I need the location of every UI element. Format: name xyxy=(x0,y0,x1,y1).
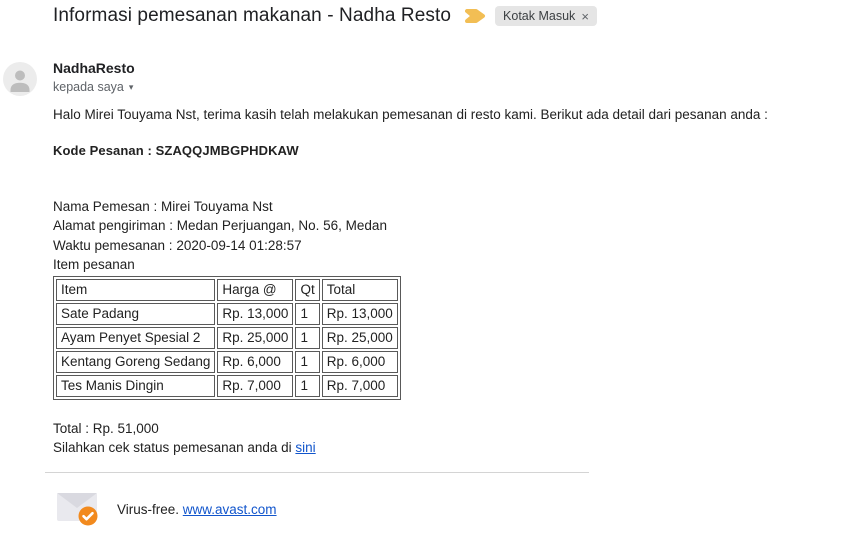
table-header-row xyxy=(56,279,398,301)
status-text: Silahkan cek status pemesanan anda di xyxy=(53,440,296,455)
status-link[interactable]: sini xyxy=(295,440,316,455)
email-subject: Informasi pemesanan makanan - Nadha Resto xyxy=(53,5,452,26)
status-line xyxy=(53,440,316,455)
order-items-table xyxy=(53,276,401,400)
greeting-text: Halo Mirei Touyama Nst, terima kasih telah melakukan pemesanan di resto kami. Berikut ada detail dari pesanan anda : xyxy=(53,107,768,122)
col-header-item: Item xyxy=(56,279,215,301)
detail-address: Alamat pengiriman : Medan Perjuangan, No. 56, Medan xyxy=(53,218,387,234)
chevron-down-icon: ▾ xyxy=(128,81,134,92)
cell-item: Kentang Goreng Sedang xyxy=(56,351,215,373)
envelope-icon[interactable] xyxy=(56,490,100,526)
cell-total: Rp. 25,000 xyxy=(322,327,398,349)
person-icon xyxy=(3,62,37,96)
col-header-total: Total xyxy=(322,279,398,301)
signature-divider xyxy=(45,472,589,473)
virus-free-text xyxy=(117,502,277,517)
cell-price: Rp. 6,000 xyxy=(217,351,293,373)
table-row xyxy=(56,351,398,373)
col-header-price: Harga @ xyxy=(217,279,293,301)
cell-price: Rp. 25,000 xyxy=(217,327,293,349)
cell-qty: 1 xyxy=(295,351,319,373)
table-row xyxy=(56,375,398,397)
close-icon[interactable]: × xyxy=(581,8,589,24)
total-line: Total : Rp. 51,000 xyxy=(53,421,159,436)
sender-name: NadhaResto xyxy=(53,60,135,76)
cell-item: Tes Manis Dingin xyxy=(56,375,215,397)
avatar[interactable] xyxy=(3,62,37,96)
order-details xyxy=(53,197,387,274)
cell-total: Rp. 7,000 xyxy=(322,375,398,397)
cell-item: Sate Padang xyxy=(56,303,215,325)
col-header-qty: Qt xyxy=(295,279,319,301)
virus-free-label: Virus-free. xyxy=(117,502,183,517)
avast-link[interactable]: www.avast.com xyxy=(182,502,277,517)
inbox-label-chip[interactable] xyxy=(495,6,597,26)
cell-price: Rp. 13,000 xyxy=(217,303,293,325)
cell-qty: 1 xyxy=(295,327,319,349)
recipient-label: kepada saya xyxy=(53,80,124,94)
inbox-label-text: Kotak Masuk xyxy=(503,9,576,23)
recipient-dropdown[interactable] xyxy=(53,80,133,94)
cell-total: Rp. 6,000 xyxy=(322,351,398,373)
cell-item: Ayam Penyet Spesial 2 xyxy=(56,327,215,349)
table-row xyxy=(56,327,398,349)
table-row xyxy=(56,303,398,325)
cell-qty: 1 xyxy=(295,303,319,325)
subject-row xyxy=(53,5,597,27)
detail-time: Waktu pemesanan : 2020-09-14 01:28:57 xyxy=(53,237,302,253)
detail-name: Nama Pemesan : Mirei Touyama Nst xyxy=(53,199,273,214)
order-code-text: Kode Pesanan : SZAQQJMBGPHDKAW xyxy=(53,143,299,158)
detail-items-label: Item pesanan xyxy=(53,256,135,272)
cell-price: Rp. 7,000 xyxy=(217,375,293,397)
cell-total: Rp. 13,000 xyxy=(322,303,398,325)
importance-marker-icon[interactable] xyxy=(465,7,489,25)
cell-qty: 1 xyxy=(295,375,319,397)
